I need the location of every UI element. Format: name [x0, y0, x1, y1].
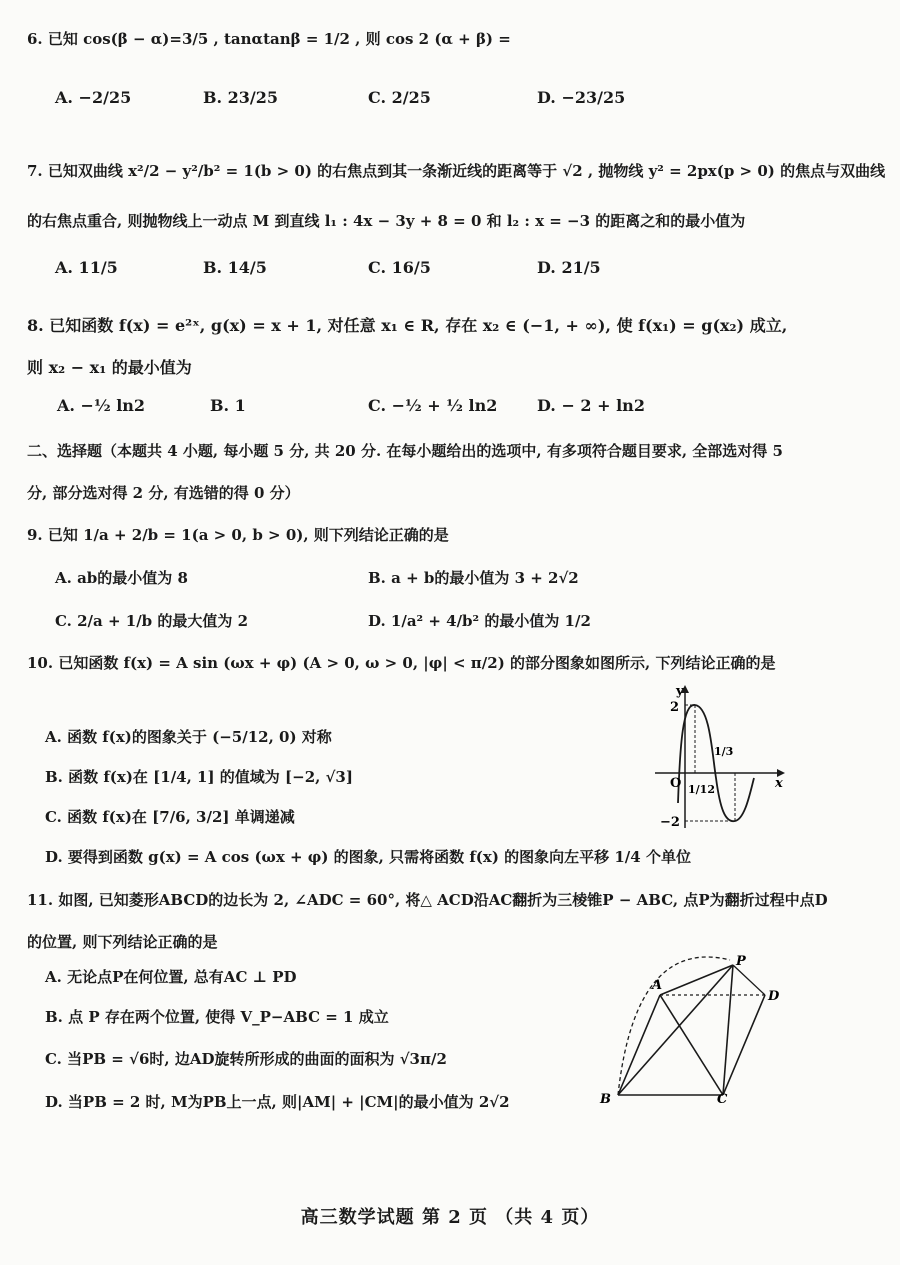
label-a: A — [652, 978, 663, 993]
q6-option-a: A. −2/25 — [55, 88, 132, 107]
q9-stem: 9. 已知 1/a + 2/b = 1(a > 0, b > 0), 则下列结论正确的是 — [27, 526, 449, 544]
q11-option-b: B. 点 P 存在两个位置, 使得 V_P−ABC = 1 成立 — [45, 1008, 389, 1026]
q10-stem: 10. 已知函数 f(x) = A sin (ωx + φ) (A > 0, ω > 0, |φ| < π/2) 的部分图象如图所示, 下列结论正确的是 — [27, 654, 776, 672]
graph-ymax-label: 2 — [670, 700, 680, 715]
section2-heading-line1: 二、选择题（本题共 4 小题, 每小题 5 分, 共 20 分. 在每小题给出的选项中, 有多项符合题目要求, 全部选对得 5 — [27, 442, 783, 460]
q7-option-d: D. 21/5 — [537, 258, 601, 277]
q6-option-c: C. 2/25 — [368, 88, 431, 107]
fold-arc — [618, 957, 730, 1095]
q9-option-d: D. 1/a² + 4/b² 的最小值为 1/2 — [368, 612, 591, 630]
q11-option-a: A. 无论点P在何位置, 总有AC ⊥ PD — [45, 968, 297, 986]
graph-y-label: y — [676, 684, 684, 699]
q6-stem — [27, 28, 511, 49]
graph-xtick-label: 1/12 — [688, 783, 715, 796]
q9-option-b: B. a + b的最小值为 3 + 2√2 — [368, 569, 579, 587]
edge-pb — [618, 965, 733, 1095]
q9-option-c: C. 2/a + 1/b 的最大值为 2 — [55, 612, 249, 630]
q6-option-d: D. −23/25 — [537, 88, 626, 107]
q11-option-c: C. 当PB = √6时, 边AD旋转所形成的曲面的面积为 √3π/2 — [45, 1050, 447, 1068]
q8-stem-line1: 8. 已知函数 f(x) = e²ˣ, g(x) = x + 1, 对任意 x₁ ∈ R, 存在 x₂ ∈ (−1, + ∞), 使 f(x₁) = g(x₂) 成立, — [27, 316, 788, 335]
q10-option-c: C. 函数 f(x)在 [7/6, 3/2] 单调递减 — [45, 808, 295, 826]
label-c: C — [717, 1092, 728, 1105]
edge-pd — [733, 965, 765, 995]
graph-ymin-label: −2 — [660, 815, 680, 830]
q11-option-d: D. 当PB = 2 时, M为PB上一点, 则|AM| + |CM|的最小值为 2√2 — [45, 1093, 510, 1111]
q8-option-c: C. −½ + ½ ln2 — [368, 396, 498, 415]
q6-option-b: B. 23/25 — [203, 88, 279, 107]
page-footer: 高三数学试题 第 2 页 （共 4 页） — [300, 1207, 600, 1228]
q11-rhombus-figure — [590, 945, 790, 1105]
graph-xzero-label: 1/3 — [714, 745, 734, 758]
q9-option-a: A. ab的最小值为 8 — [55, 569, 188, 587]
q6-stem-text: 6. 已知 cos(β − α)=3/5 , tanαtanβ = 1/2 , 则 cos 2 (α + β) = — [27, 30, 511, 48]
label-d: D — [768, 989, 780, 1004]
edge-ba — [618, 995, 660, 1095]
sine-curve — [678, 705, 754, 821]
q7-stem-line1: 7. 已知双曲线 x²/2 − y²/b² = 1(b > 0) 的右焦点到其一条渐近线的距离等于 √2 , 抛物线 y² = 2px(p > 0) 的焦点与双曲线 — [27, 162, 886, 180]
edge-ac — [660, 995, 723, 1095]
q8-option-d: D. − 2 + ln2 — [537, 396, 645, 415]
q8-option-b: B. 1 — [210, 396, 246, 415]
q8-option-a: A. −½ ln2 — [57, 396, 146, 415]
graph-x-label: x — [775, 776, 783, 791]
section2-heading-line2: 分, 部分选对得 2 分, 有选错的得 0 分） — [27, 484, 300, 502]
q11-stem-line2: 的位置, 则下列结论正确的是 — [27, 933, 218, 951]
q10-option-a: A. 函数 f(x)的图象关于 (−5/12, 0) 对称 — [45, 728, 332, 746]
edge-ap — [660, 965, 733, 995]
q10-sine-graph — [650, 683, 790, 833]
q8-stem-line2: 则 x₂ − x₁ 的最小值为 — [27, 358, 192, 377]
q10-option-b: B. 函数 f(x)在 [1/4, 1] 的值域为 [−2, √3] — [45, 768, 353, 786]
label-b: B — [600, 1092, 611, 1105]
q7-stem-line2: 的右焦点重合, 则抛物线上一动点 M 到直线 l₁ : 4x − 3y + 8 = 0 和 l₂ : x = −3 的距离之和的最小值为 — [27, 212, 746, 230]
q7-option-a: A. 11/5 — [55, 258, 118, 277]
q7-option-b: B. 14/5 — [203, 258, 267, 277]
q11-stem-line1: 11. 如图, 已知菱形ABCD的边长为 2, ∠ADC = 60°, 将△ ACD沿AC翻折为三棱锥P − ABC, 点P为翻折过程中点D — [27, 891, 828, 909]
q10-option-d: D. 要得到函数 g(x) = A cos (ωx + φ) 的图象, 只需将函数 f(x) 的图象向左平移 1/4 个单位 — [45, 848, 691, 866]
label-p: P — [736, 954, 746, 969]
q7-option-c: C. 16/5 — [368, 258, 431, 277]
graph-origin-label: O — [670, 776, 682, 791]
